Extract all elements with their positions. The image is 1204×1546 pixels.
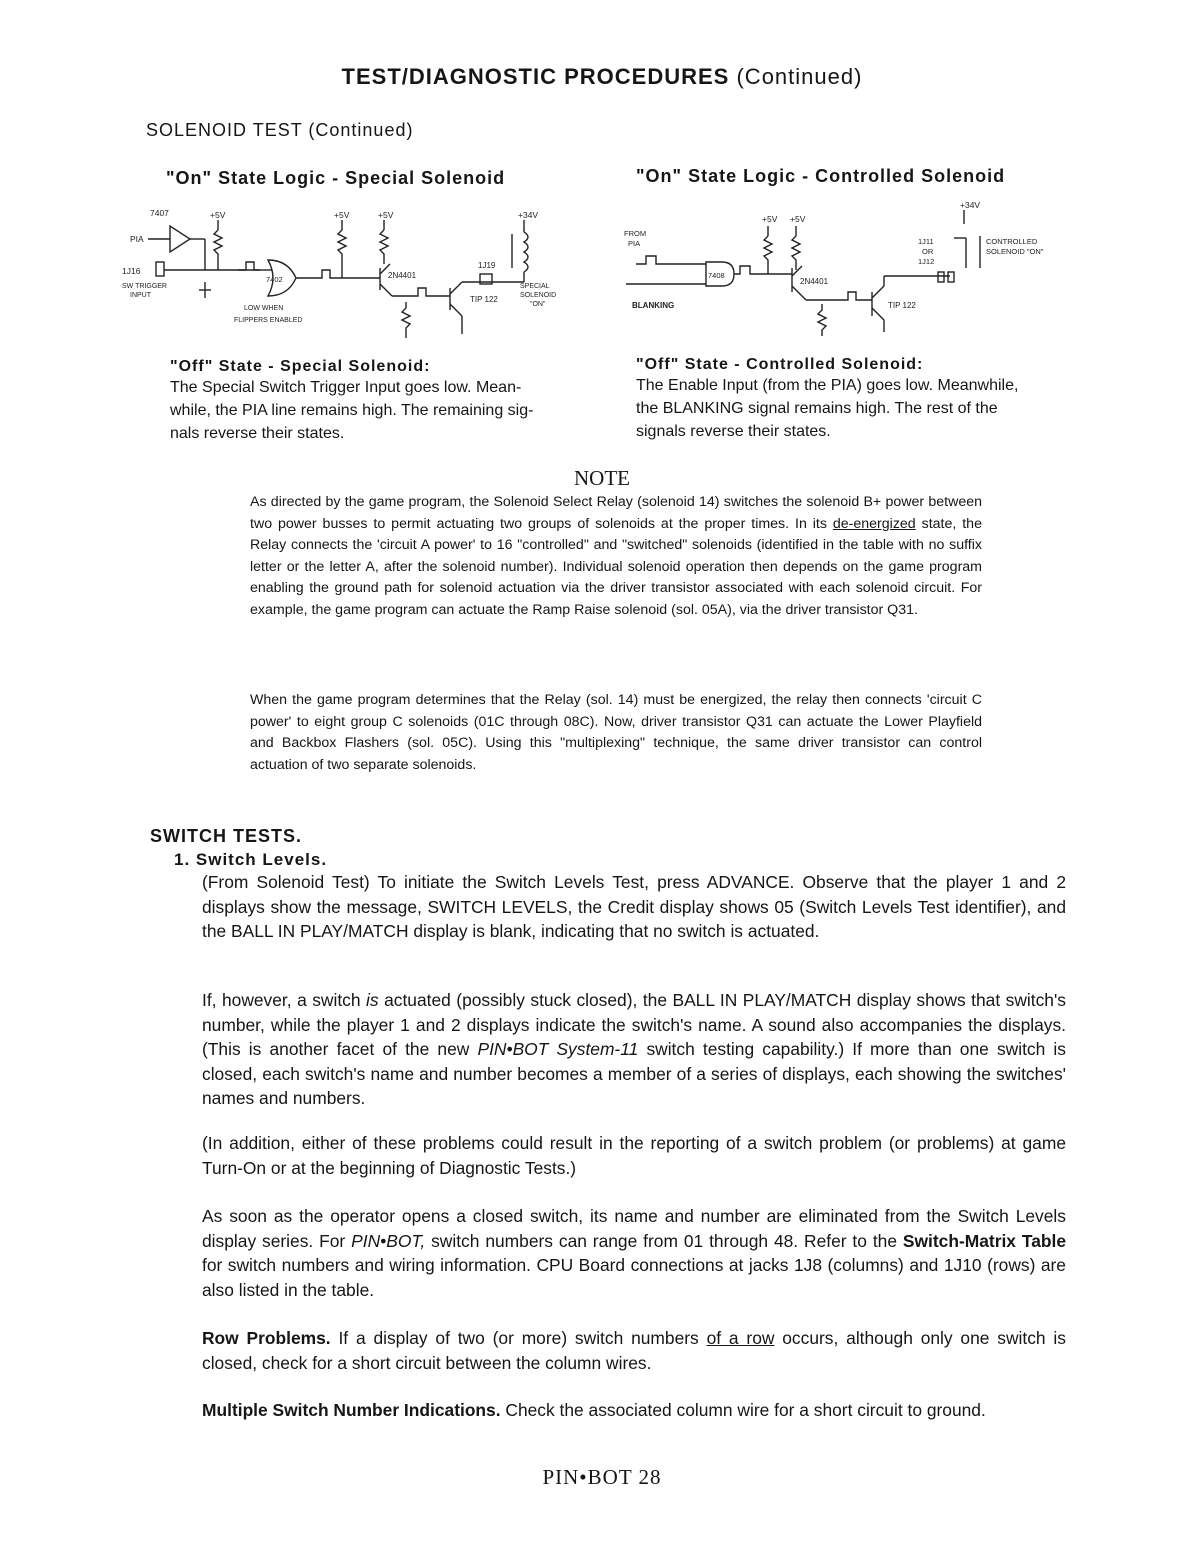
section-heading — [146, 120, 413, 141]
label-1j19: 1J19 — [478, 261, 496, 270]
label-pia: PIA — [130, 234, 144, 244]
controlled-solenoid-schematic — [622, 196, 1082, 346]
special-solenoid-schematic — [120, 198, 590, 348]
label-2n4401: 2N4401 — [388, 271, 417, 280]
buffer-gate-symbol — [170, 226, 190, 252]
sp5-head: Row Problems. — [202, 1328, 331, 1348]
switch-paragraph-6 — [202, 1398, 1066, 1423]
title-continued: (Continued) — [736, 64, 863, 89]
title-main: TEST/DIAGNOSTIC PROCEDURES — [341, 64, 730, 89]
sp4-j10: 1J10 — [943, 1255, 982, 1275]
section-label: SOLENOID TEST — [146, 120, 303, 140]
sp2-a: If, however, a switch — [202, 990, 361, 1010]
switch-paragraph-3: (In addition, either of these problems could result in the reporting of a switch problem (or problems) at game Turn-On or at the beginning of Diagnostic Tests.) — [202, 1133, 1066, 1178]
label-1j11: 1J11 — [918, 237, 934, 246]
label-from: FROM — [624, 229, 647, 238]
label-5v-c: +5V — [378, 210, 394, 220]
label-7407: 7407 — [150, 208, 169, 218]
right-diagram-caption: "On" State Logic - Controlled Solenoid — [636, 166, 1006, 186]
sp2-b: actuated (possibly stuck closed), the BALL IN PLAY/MATCH display shows that switch's number, while the player 1 and 2 displays indicate the switch's name. A sound also accompanies the displays. (This is another facet of the new — [202, 990, 1066, 1059]
sp1-b1: SWITCH LEVELS — [427, 896, 568, 917]
switch-paragraph-4 — [202, 1204, 1066, 1302]
label-5v-right-b: +5V — [790, 214, 806, 224]
label-solenoid: SOLENOID — [520, 292, 557, 299]
switch-tests-heading: SWITCH TESTS. — [150, 826, 302, 846]
sp1-d: display is blank, indicating that no switch is actuated. — [413, 921, 820, 941]
label-sw-trigger: SW TRIGGER — [122, 283, 167, 290]
label-solenoid-on: SOLENOID "ON" — [986, 247, 1044, 256]
label-low-when: LOW WHEN — [244, 305, 284, 312]
label-7402: 7402 — [266, 275, 283, 284]
sp4-brand: PIN•BOT, — [351, 1230, 426, 1251]
page-number: PIN•BOT 28 — [542, 1465, 662, 1489]
label-5v-b: +5V — [334, 210, 350, 220]
left-off-heading: "Off" State - Special Solenoid: — [170, 358, 431, 375]
right-off-state — [636, 356, 1076, 443]
label-input: INPUT — [130, 292, 151, 299]
label-5v-right-a: +5V — [762, 214, 778, 224]
label-on: "ON" — [530, 301, 546, 308]
right-off-text-1: The Enable Input (from the PIA) goes low. Meanwhile, — [636, 377, 1019, 394]
label-pia-right: PIA — [628, 239, 641, 248]
sp4-b: switch numbers can range from 01 through 48. Refer to the — [431, 1230, 898, 1251]
left-diagram-caption: "On" State Logic - Special Solenoid — [166, 168, 506, 188]
label-34v: +34V — [518, 210, 539, 220]
note-p1-b: state, the Relay connects the 'circuit A power' to 16 "controlled" and "switched" solenoids (identified in the table with no suffix letter or the letter A, after the solenoid number). Individual solenoid operation then depends on the game program enabling the ground path for solenoid actuation via the driver transistor associated with each solenoid circuit. For example, the game program can actuate the Ramp Raise solenoid (sol. 05A), via the driver transistor Q31. — [250, 515, 982, 618]
left-off-text-2: while, the PIA line remains high. The remaining sig- — [170, 402, 534, 419]
sp5-a: If a display of two (or more) switch numbers — [338, 1328, 699, 1348]
label-blanking: BLANKING — [632, 301, 675, 310]
right-off-heading: "Off" State - Controlled Solenoid: — [636, 356, 924, 373]
sp5-u: of a row — [706, 1328, 775, 1348]
sp4-d: (rows) are also listed in the table. — [202, 1255, 1066, 1300]
page-title — [0, 64, 1204, 90]
left-off-state — [170, 358, 610, 445]
label-tip122-right: TIP 122 — [888, 301, 916, 310]
note-title: NOTE — [574, 466, 630, 490]
right-off-text-3: signals reverse their states. — [636, 423, 831, 440]
sp4-a: As soon as the operator opens a closed switch, its name and number are eliminated from the Switch Levels display series. For — [202, 1206, 1066, 1251]
label-5v-a: +5V — [210, 210, 226, 220]
note-p1-underline: de-energized — [832, 515, 916, 532]
sp4-c: for switch numbers and wiring information. CPU Board connections at jacks 1J8 (columns) and — [202, 1255, 939, 1275]
label-tip122: TIP 122 — [470, 295, 498, 304]
switch-paragraph-1 — [202, 870, 1066, 944]
note-paragraph-1 — [250, 492, 982, 622]
sp2-is: is — [366, 990, 379, 1010]
label-or: OR — [922, 247, 934, 256]
label-special: SPECIAL — [520, 283, 550, 290]
sp2-c: switch testing capability.) If more than one switch is closed, each switch's name and number becomes a member of a series of displays, each showing the switches' names and numbers. — [202, 1039, 1066, 1108]
section-suffix: (Continued) — [308, 120, 414, 140]
sp1-a: (From Solenoid Test) To initiate the Switch Levels Test, press ADVANCE. Observe that the player 1 and 2 displays show the message, — [202, 872, 1066, 917]
label-1j16: 1J16 — [122, 266, 141, 276]
sp2-brand: PIN•BOT System-11 — [477, 1039, 639, 1059]
sp1-b2: BALL IN PLAY/MATCH — [231, 921, 409, 941]
label-flippers: FLIPPERS ENABLED — [234, 317, 303, 324]
note-paragraph-2: When the game program determines that the Relay (sol. 14) must be energized, the relay then connects 'circuit C power' to eight group C solenoids (01C through 08C). Now, driver transistor Q31 can actuate the Lower Playfield and Backbox Flashers (sol. 05C). Using this "multiplexing" technique, the same driver transistor can control actuation of two separate solenoids. — [250, 692, 982, 773]
note-p1-a: As directed by the game program, the Solenoid Select Relay (solenoid 14) switches the solenoid B+ power between two power busses to permit actuating two groups of solenoids at the proper times. In its — [250, 494, 982, 532]
sp1-c: , the Credit display shows 05 (Switch Levels Test identifier), and the — [202, 896, 1066, 941]
sp6-head: Multiple Switch Number Indications. — [202, 1400, 501, 1420]
label-1j12: 1J12 — [918, 257, 935, 266]
label-34v-right: +34V — [960, 200, 981, 210]
label-controlled: CONTROLLED — [986, 237, 1038, 246]
left-off-text-3: nals reverse their states. — [170, 425, 345, 442]
right-off-text-2: the BLANKING signal remains high. The rest of the — [636, 400, 998, 417]
sp6-a: Check the associated column wire for a short circuit to ground. — [505, 1400, 986, 1420]
left-off-text-1: The Special Switch Trigger Input goes low. Mean- — [170, 379, 522, 396]
sp4-table: Switch-Matrix Table — [902, 1230, 1066, 1251]
label-2n4401-right: 2N4401 — [800, 277, 829, 286]
sp5-b: occurs, although only one switch is closed, check for a short circuit between the column wires. — [202, 1328, 1066, 1373]
switch-levels-heading: 1. Switch Levels. — [174, 850, 328, 869]
label-7408: 7408 — [708, 271, 725, 280]
switch-paragraph-5 — [202, 1326, 1066, 1375]
switch-paragraph-2 — [202, 988, 1066, 1111]
